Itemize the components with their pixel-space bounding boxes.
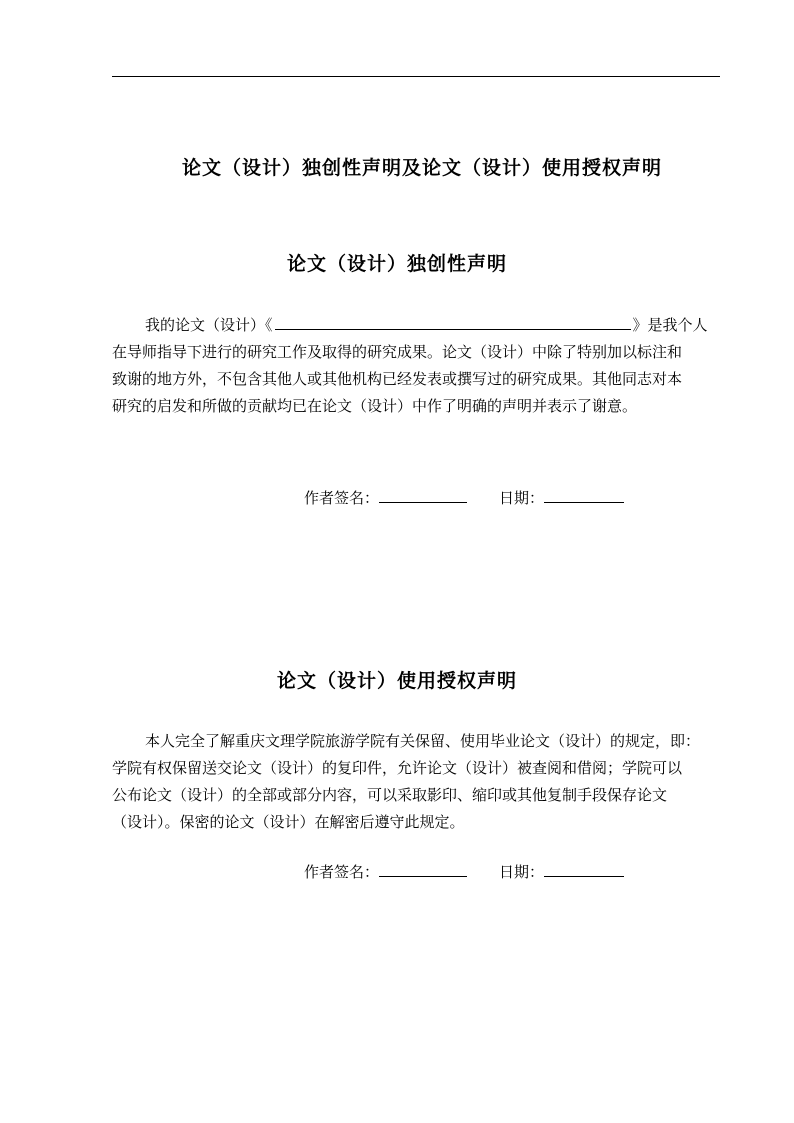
authorization-line-3: 公布论文（设计）的全部或部分内容，可以采取影印、缩印或其他复制手段保存论文 [112,786,668,804]
originality-signature-row [304,487,624,509]
originality-section-title: 论文（设计）独创性声明 [286,253,507,275]
authorization-date-field[interactable] [544,862,624,877]
originality-date-field[interactable] [544,488,624,503]
authorization-signature-label: 作者签名： [304,863,380,881]
authorization-line-2: 学院有权保留送交论文（设计）的复印件，允许论文（设计）被查阅和借阅；学院可以 [112,759,683,777]
authorization-section-title: 论文（设计）使用授权声明 [276,670,517,692]
authorization-line-1: 本人完全了解重庆文理学院旅游学院有关保留、使用毕业论文（设计）的规定，即： [145,732,701,750]
authorization-date-label: 日期： [499,863,545,881]
authorization-signature-field[interactable] [379,862,467,877]
originality-signature-field[interactable] [379,488,467,503]
authorization-paragraph [112,728,722,836]
originality-line-2: 在导师指导下进行的研究工作及取得的研究成果。论文（设计）中除了特别加以标注和 [112,343,683,361]
originality-paragraph [112,312,722,420]
originality-date-label: 日期： [499,489,545,507]
authorization-line-4: （设计）。保密的论文（设计）在解密后遵守此规定。 [112,813,465,831]
header-rule [112,76,720,77]
originality-line-3: 致谢的地方外，不包含其他人或其他机构已经发表或撰写过的研究成果。其他同志对本 [112,370,683,388]
originality-line-1-suffix: 》是我个人 [632,316,708,334]
originality-line-1-prefix: 我的论文（设计）《 [145,316,273,334]
originality-line-1 [112,312,722,339]
document-title: 论文（设计）独创性声明及论文（设计）使用授权声明 [182,157,663,179]
originality-line-4: 研究的启发和所做的贡献均已在论文（设计）中作了明确的声明并表示了谢意。 [112,397,638,415]
thesis-title-field[interactable] [275,315,631,330]
authorization-signature-row [304,861,624,883]
originality-signature-label: 作者签名： [304,489,380,507]
